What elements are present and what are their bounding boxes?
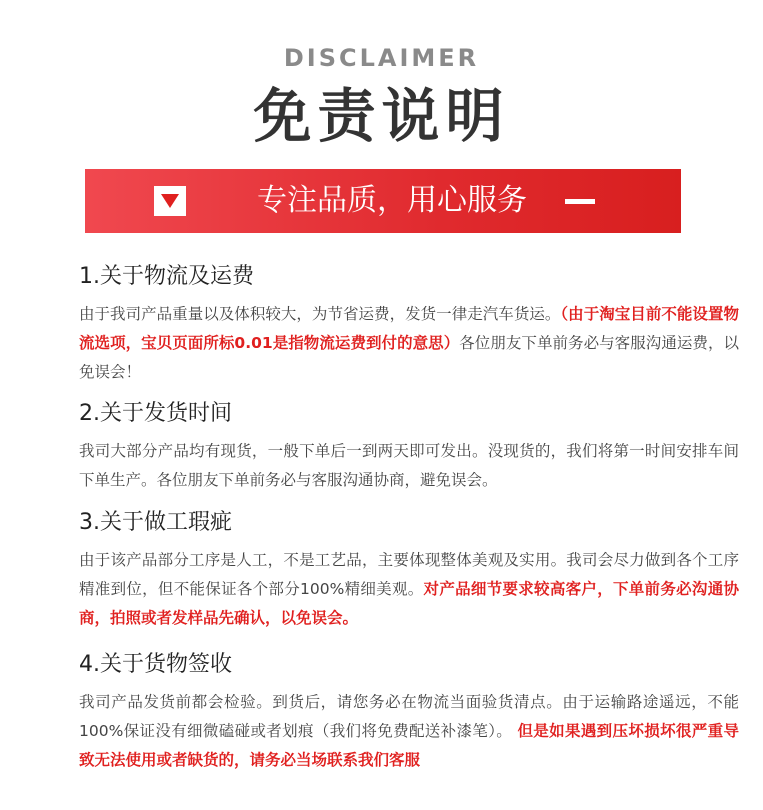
section-title: 4.关于货物签收 bbox=[79, 652, 232, 677]
section-body bbox=[79, 300, 739, 387]
body-highlight: 但是如果遇到压坏损坏很严重导致无法使用或者缺货的，请务必当场联系我们客服 bbox=[79, 722, 739, 769]
page-title: 免责说明 bbox=[253, 82, 510, 150]
slogan-banner bbox=[85, 169, 681, 233]
section-receipt bbox=[79, 650, 739, 775]
dash-icon bbox=[565, 199, 595, 204]
banner-slogan: 专注品质，用心服务 bbox=[257, 183, 527, 218]
english-title: DISCLAIMER bbox=[283, 44, 480, 72]
body-text: 我司产品发货前都会检验。到货后，请您务必在物流当面验货清点。由于运输路途遥远，不能100%保证没有细微磕碰或者划痕（我们将免费配送补漆笔）。 bbox=[79, 693, 739, 740]
body-text: 由于该产品部分工序是人工，不是工艺品，主要体现整体美观及实用。我司会尽力做到各个工序精准到位，但不能保证各个部分100%精细美观。 bbox=[79, 551, 739, 598]
body-text: 由于我司产品重量以及体积较大，为节省运费，发货一律走汽车货运。 bbox=[79, 305, 561, 323]
section-logistics bbox=[79, 262, 739, 387]
section-workmanship bbox=[79, 508, 739, 633]
section-title: 1.关于物流及运费 bbox=[79, 264, 254, 289]
body-text: 我司大部分产品均有现货，一般下单后一到两天即可发出。没现货的，我们将第一时间安排车间下单生产。各位朋友下单前务必与客服沟通协商，避免误会。 bbox=[79, 442, 739, 489]
section-body bbox=[79, 437, 739, 495]
section-body bbox=[79, 546, 739, 633]
body-highlight: 对产品细节要求较高客户，下单前务必沟通协商，拍照或者发样品先确认，以免误会。 bbox=[79, 580, 739, 627]
section-title: 2.关于发货时间 bbox=[79, 401, 232, 426]
body-text: 各位朋友下单前务必与客服沟通运费，以免误会！ bbox=[79, 334, 739, 381]
body-highlight: （由于淘宝目前不能设置物流选项，宝贝页面所标0.01是指物流运费到付的意思） bbox=[79, 305, 739, 352]
section-shipping-time bbox=[79, 399, 739, 495]
section-title: 3.关于做工瑕疵 bbox=[79, 510, 232, 535]
section-body bbox=[79, 688, 739, 775]
down-triangle-icon bbox=[154, 186, 186, 216]
